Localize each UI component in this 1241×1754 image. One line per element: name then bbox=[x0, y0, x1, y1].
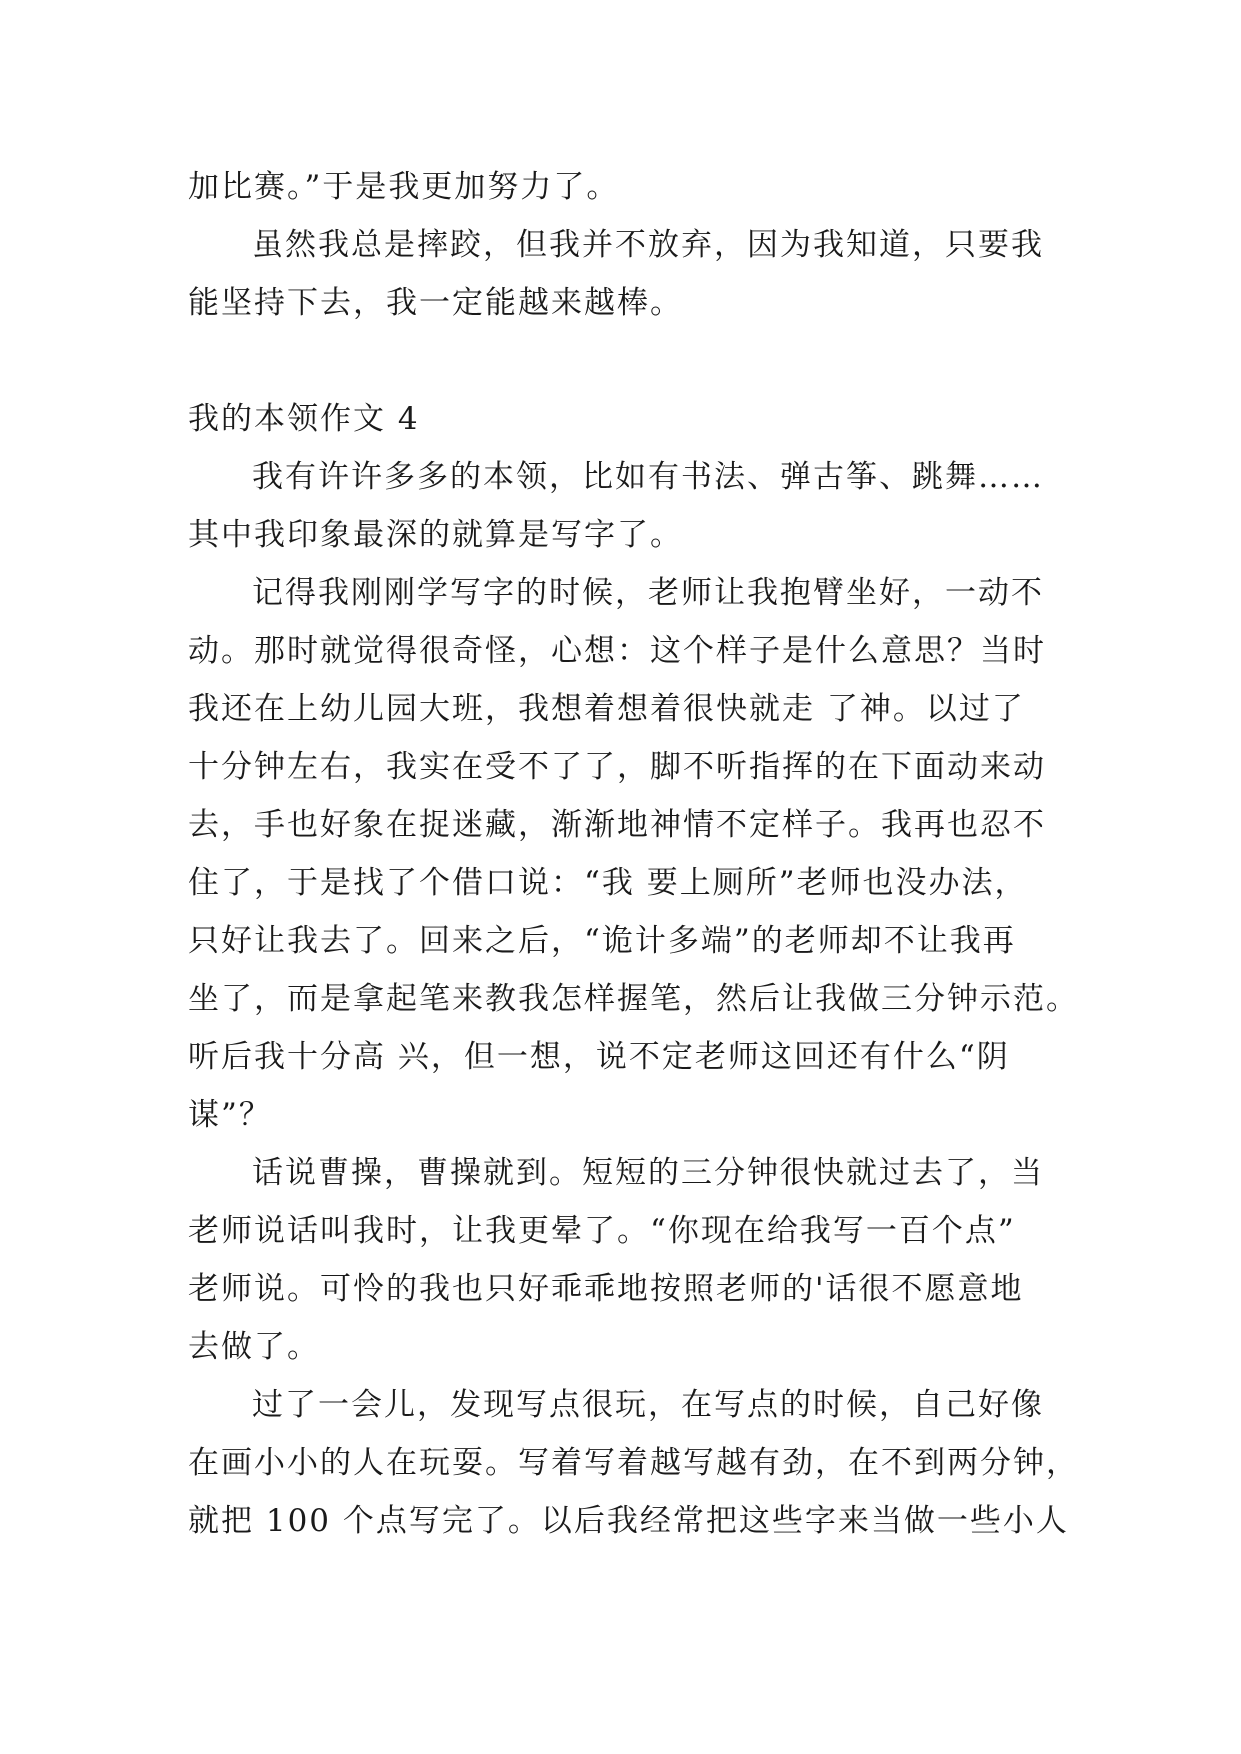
text-line: 十分钟左右，我实在受不了了，脚不听指挥的在下面动来动 bbox=[188, 749, 1046, 785]
text-line: 只好让我去了。回来之后，“诡计多端”的老师却不让我再 bbox=[188, 923, 1016, 959]
text-line: 动。那时就觉得很奇怪，心想：这个样子是什么意思？当时 bbox=[188, 633, 1046, 669]
text-line: 老师说。可怜的我也只好乖乖地按照老师的'话很不愿意地 bbox=[188, 1271, 1024, 1307]
text-line: 在画小小的人在玩耍。写着写着越写越有劲，在不到两分钟， bbox=[188, 1445, 1079, 1481]
text-line: 去，手也好象在捉迷藏，渐渐地神情不定样子。我再也忍不 bbox=[188, 807, 1046, 843]
text-line: 加比赛。”于是我更加努力了。 bbox=[188, 169, 620, 205]
text-line: 话说曹操，曹操就到。短短的三分钟很快就过去了，当 bbox=[252, 1155, 1044, 1191]
section-gap bbox=[188, 332, 1054, 390]
text-line: 我还在上幼儿园大班，我想着想着很快就走 了神。以过了 bbox=[188, 691, 1025, 727]
text-line: 过了一会儿，发现写点很玩，在写点的时候，自己好像 bbox=[252, 1387, 1044, 1423]
text-line: 其中我印象最深的就算是写字了。 bbox=[188, 517, 683, 553]
text-line: 坐了，而是拿起笔来教我怎样握笔，然后让我做三分钟示范。 bbox=[188, 981, 1079, 1017]
text-line: 虽然我总是摔跤，但我并不放弃，因为我知道，只要我 bbox=[252, 227, 1044, 263]
text-line: 记得我刚刚学写字的时候，老师让我抱臂坐好，一动不 bbox=[252, 575, 1044, 611]
document-body bbox=[188, 158, 1079, 1550]
text-line: 谋”？ bbox=[188, 1097, 272, 1133]
text-line: 能坚持下去，我一定能越来越棒。 bbox=[188, 285, 683, 321]
section-heading: 我的本领作文 4 bbox=[188, 401, 420, 437]
text-line: 住了，于是找了个借口说：“我 要上厕所”老师也没办法， bbox=[188, 865, 1028, 901]
text-line: 就把 100 个点写完了。以后我经常把这些字来当做一些小人 bbox=[188, 1503, 1069, 1539]
text-line: 听后我十分高 兴，但一想，说不定老师这回还有什么“阴 bbox=[188, 1039, 1010, 1075]
text-line: 去做了。 bbox=[188, 1329, 320, 1365]
text-line: 我有许许多多的本领，比如有书法、弹古筝、跳舞…… bbox=[252, 459, 1044, 495]
text-line: 老师说话叫我时，让我更晕了。“你现在给我写一百个点” bbox=[188, 1213, 1016, 1249]
